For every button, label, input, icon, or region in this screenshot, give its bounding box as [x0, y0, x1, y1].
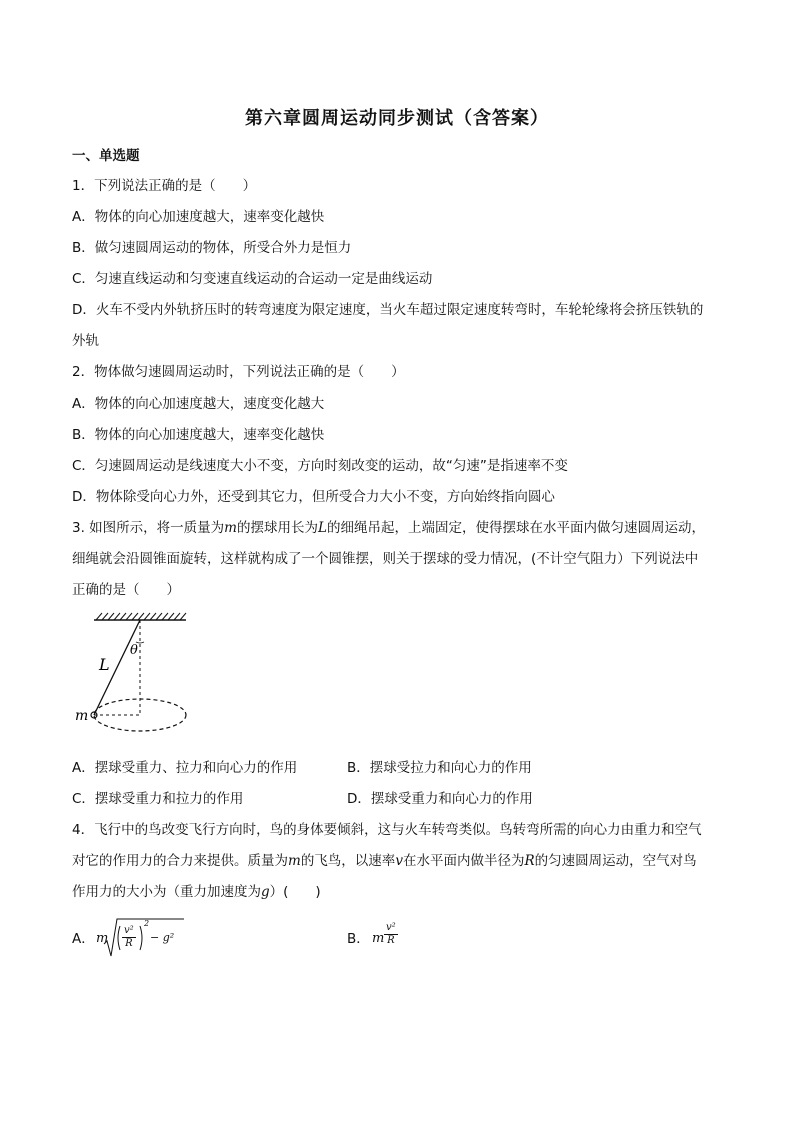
- ceiling-hatch: [96, 613, 186, 620]
- q2-option-c: C．匀速圆周运动是线速度大小不变，方向时刻改变的运动，故“匀速”是指速率不变: [72, 458, 568, 474]
- q4-var-g: g: [261, 884, 270, 900]
- q4-stem-line1: 4．飞行中的鸟改变飞行方向时，鸟的身体要倾斜，这与火车转弯类似。鸟转弯所需的向心力由重力和空气: [72, 822, 702, 838]
- theta-label: θ: [130, 643, 138, 658]
- q4-option-b-label: B．: [347, 931, 370, 947]
- denominator-b: R: [387, 935, 395, 946]
- q1-stem: 1．下列说法正确的是（ ）: [72, 178, 257, 194]
- page-title: 第六章圆周运动同步测试（含答案）: [245, 108, 549, 129]
- q3-stem-line1: [72, 519, 705, 537]
- q4-stem-line3: [72, 883, 321, 901]
- q4-text-b: 的飞鸟，以速率: [300, 853, 396, 869]
- q3-option-a: A．摆球受重力、拉力和向心力的作用: [72, 760, 298, 776]
- exponent: 2: [144, 919, 150, 928]
- q4-text-c: 在水平面内做半径为: [402, 853, 525, 869]
- q3-option-b: B．摆球受拉力和向心力的作用: [347, 760, 532, 776]
- q3-var-L: L: [317, 520, 327, 536]
- q4-text-f: ）( ): [269, 884, 321, 900]
- q3-text-a: 3. 如图所示，将一质量为: [72, 520, 225, 536]
- q3-option-d: D．摆球受重力和向心力的作用: [347, 791, 533, 807]
- q3-stem-line3: 正确的是（ ）: [72, 582, 180, 598]
- mass-label: m: [75, 708, 89, 724]
- fraction-v2-over-R: [122, 925, 136, 950]
- denominator: R: [125, 938, 133, 949]
- q4-var-m: m: [288, 853, 301, 869]
- length-label: L: [99, 655, 110, 674]
- q4-text-a: 对它的作用力的合力来提供。质量为: [72, 853, 288, 869]
- q1-option-a: A．物体的向心加速度越大，速率变化越快: [72, 209, 325, 225]
- q4-var-R: R: [524, 853, 535, 869]
- q1-option-c: C．匀速直线运动和匀变速直线运动的合运动一定是曲线运动: [72, 271, 433, 287]
- q2-stem: 2．物体做匀速圆周运动时，下列说法正确的是（ ）: [72, 364, 405, 380]
- q3-text-b: 的摆球用长为: [236, 520, 318, 536]
- q4-stem-line2: [72, 852, 697, 870]
- q3-text-c: 的细绳吊起，上端固定，使得摆球在水平面内做匀速圆周运动，: [326, 520, 705, 536]
- mass-symbol-b: m: [372, 931, 385, 946]
- q2-option-a: A．物体的向心加速度越大，速度变化越大: [72, 396, 325, 412]
- mass-symbol: m: [96, 931, 109, 946]
- q4-option-a-label: A．: [72, 931, 95, 947]
- fraction-v2-over-R-b: [384, 922, 398, 947]
- q4-text-d: 的匀速圆周运动，空气对鸟: [534, 853, 697, 869]
- q3-stem-line2: 细绳就会沿圆锥面旋转，这样就构成了一个圆锥摆，则关于摆球的受力情况，(不计空气阻力）下列说法中: [72, 551, 699, 567]
- q2-option-d: D．物体除受向心力外，还受到其它力，但所受合力大小不变，方向始终指向圆心: [72, 489, 555, 505]
- numerator-b: v²: [386, 922, 396, 933]
- q1-option-d: D．火车不受内外轨挤压时的转弯速度为限定速度，当火车超过限定速度转弯时，车轮轮缘将会挤压铁轨的: [72, 302, 704, 318]
- q2-option-b: B．物体的向心加速度越大，速率变化越快: [72, 427, 325, 443]
- section-heading: 一、单选题: [72, 148, 140, 164]
- numerator: v²: [124, 925, 134, 936]
- minus-g-squared: − g²: [150, 931, 175, 944]
- q1-option-b: B．做匀速圆周运动的物体，所受合外力是恒力: [72, 240, 352, 256]
- q4-text-e: 作用力的大小为（重力加速度为: [72, 884, 261, 900]
- q4-var-v: v: [395, 853, 403, 869]
- q3-var-m: m: [224, 520, 237, 536]
- q3-option-c: C．摆球受重力和拉力的作用: [72, 791, 244, 807]
- conical-pendulum-figure: [72, 610, 202, 750]
- q1-option-d-cont: 外轨: [72, 333, 99, 349]
